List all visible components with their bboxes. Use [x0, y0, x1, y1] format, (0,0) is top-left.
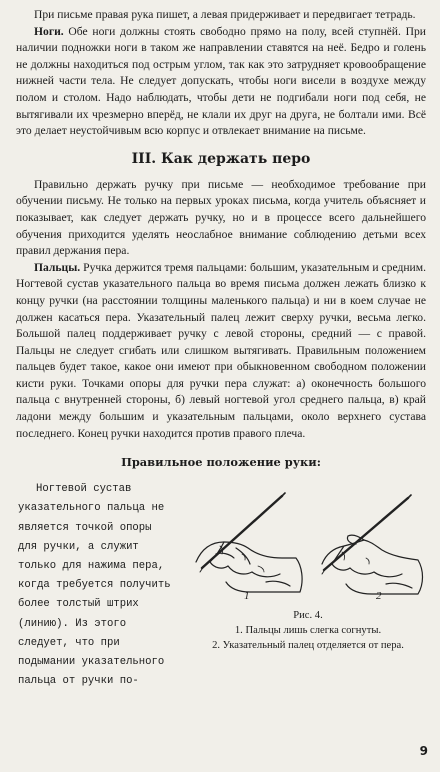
section-heading: III. Как держать перо [131, 150, 311, 167]
paragraph-legs [16, 24, 426, 140]
figure-label-2: 2 [376, 590, 382, 603]
term-legs: Ноги. [34, 24, 64, 38]
hand-illustrations [186, 484, 430, 604]
page-number: 9 [419, 744, 428, 758]
figure-caption-line-2: 2. Указательный палец отделяется от пера. [212, 640, 404, 652]
term-fingers: Пальцы. [34, 260, 81, 274]
figure-block [16, 480, 426, 688]
paragraph-fingers-text: Ручка держится тремя пальцами: большим, указательным и средним. Ногтевой сустав указательного пальца во время письма должен лежать близко к концу ручки (на расстоянии толщины маленького пальца) и ни в коем случае не должен касаться пера. Указательный палец лежит сверху ручки, весьма легко. Большой палец поддерживает ручку с левой стороны, средний — с правой. Пальцы не следует сгибать или слишком вытягивать. Правильным положением пальцев будет такое, какое они имеют при обыкновенном свободном положении кисти руки. Точками опоры для ручки пера служат: а) оконечность большого пальца с внутренней стороны, б) левый ногтевой угол среднего пальца, в) край ладони между большим и указательным пальцами, около верхнего сустава последнего. Конец ручки находится против правого плеча. [16, 260, 426, 440]
figure-caption [186, 608, 430, 653]
hand-drawing-2 [322, 495, 423, 594]
figure-hand-positions [186, 484, 430, 650]
paragraph-legs-text: Обе ноги должны стоять свободно прямо на полу, всей ступнёй. При наличии подножки ноги в таком же направлении ставятся на неё. Бедро и голень не должны находиться под острым углом, так как это затрудняет кровообращение нижней части тела. Не следует допускать, чтобы ноги висели в воздухе между полом и столом. Надо наблюдать, чтобы дети не подгибали ноги под себя, не вытягивали их чрезмерно вперёд, не клали их друг на друга, не болтали ими. Всё это делает неустойчивым всю корпус и отвлекает внимание на письме. [16, 24, 426, 138]
paragraph-fingers [16, 260, 426, 443]
figure-caption-line-1: 1. Пальцы лишь слегка согнуты. [234, 625, 382, 637]
figure-label-1: 1 [244, 590, 250, 603]
subheading-hand-position: Правильное положение руки: [121, 455, 321, 470]
figure-caption-title: Рис. 4. [293, 610, 323, 622]
paragraph-holding-pen: Правильно держать ручку при письме — необходимое требование при обучении письму. Не только на первых уроках письма, когда учитель объясняет и показывает, как следует держать ручку, но и в процессе всего дальнейшего обучения приходится уделять неослабное внимание соблюдению детьми всех правил держания пера. [16, 177, 426, 258]
hand-drawing-1 [196, 493, 302, 592]
side-note-text: Ногтевой сустав указательного пальца не является точкой опоры для ручки, а служит только для нажима пера, когда требуется получить более толстый штрих (линию). Из этого следует, что при подымании указательного пальца от ручки по- [18, 483, 171, 688]
side-note [18, 480, 175, 691]
paragraph-writing-hands: При письме правая рука пишет, а левая придерживает и передвигает тетрадь. [34, 8, 416, 21]
